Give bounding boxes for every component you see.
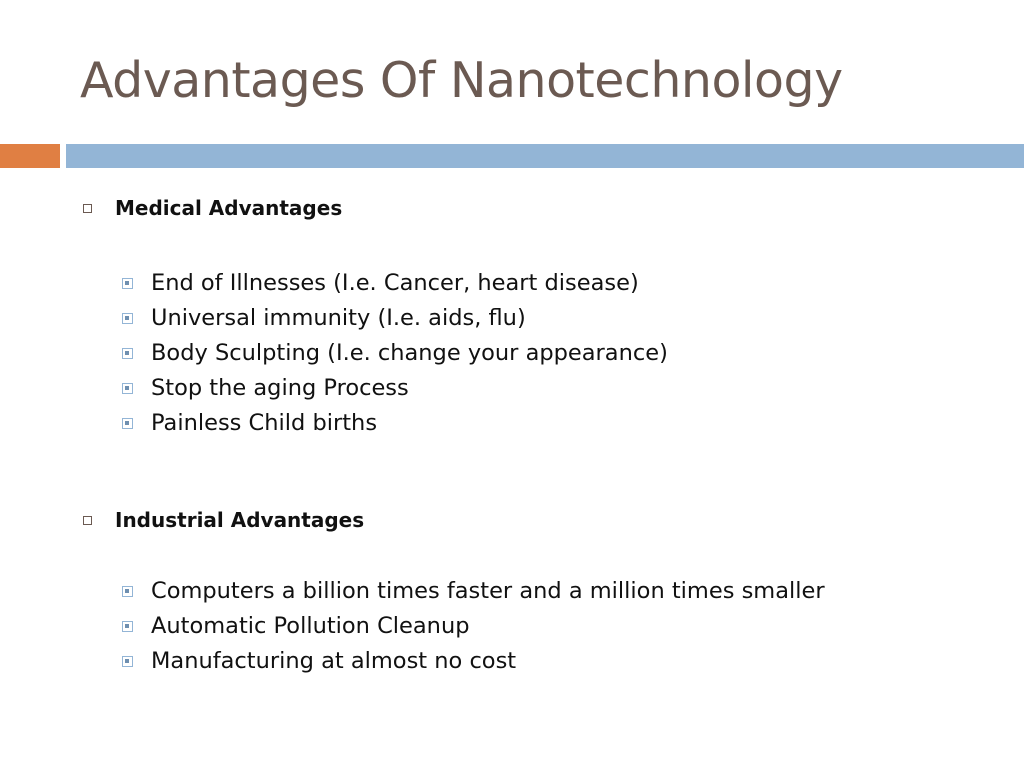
list-item-text: End of Illnesses (I.e. Cancer, heart disease) xyxy=(151,270,639,296)
list-item xyxy=(0,609,1024,644)
list-item-text: Computers a billion times faster and a million times smaller xyxy=(151,578,825,604)
list-item xyxy=(0,574,1024,609)
square-bullet-icon xyxy=(83,204,92,213)
list-item-text: Automatic Pollution Cleanup xyxy=(151,613,470,639)
list-item-text: Universal immunity (I.e. aids, flu) xyxy=(151,305,526,331)
square-bullet-icon xyxy=(83,516,92,525)
square-bullet-icon xyxy=(122,586,133,597)
square-bullet-icon xyxy=(122,348,133,359)
list-item xyxy=(0,301,1024,336)
section-medical xyxy=(0,193,1024,441)
list-item-text: Manufacturing at almost no cost xyxy=(151,648,517,674)
title-accent-bar-orange xyxy=(0,144,60,168)
list-item xyxy=(0,336,1024,371)
square-bullet-icon xyxy=(122,621,133,632)
list-item xyxy=(0,266,1024,301)
list-item xyxy=(0,644,1024,679)
section-industrial xyxy=(0,505,1024,679)
list-item xyxy=(0,406,1024,441)
section-heading xyxy=(0,505,1024,535)
square-bullet-icon xyxy=(122,656,133,667)
section-label-medical: Medical Advantages xyxy=(115,196,343,220)
slide-title: Advantages Of Nanotechnology xyxy=(80,52,843,109)
list-item-text: Stop the aging Process xyxy=(151,375,409,401)
list-item xyxy=(0,371,1024,406)
square-bullet-icon xyxy=(122,383,133,394)
section-label-industrial: Industrial Advantages xyxy=(115,508,365,532)
square-bullet-icon xyxy=(122,313,133,324)
title-accent-bar-blue xyxy=(66,144,1024,168)
square-bullet-icon xyxy=(122,278,133,289)
list-item-text: Body Sculpting (I.e. change your appearance) xyxy=(151,340,668,366)
medical-advantages-list xyxy=(0,266,1024,441)
square-bullet-icon xyxy=(122,418,133,429)
section-heading xyxy=(0,193,1024,223)
industrial-advantages-list xyxy=(0,574,1024,679)
list-item-text: Painless Child births xyxy=(151,410,378,436)
